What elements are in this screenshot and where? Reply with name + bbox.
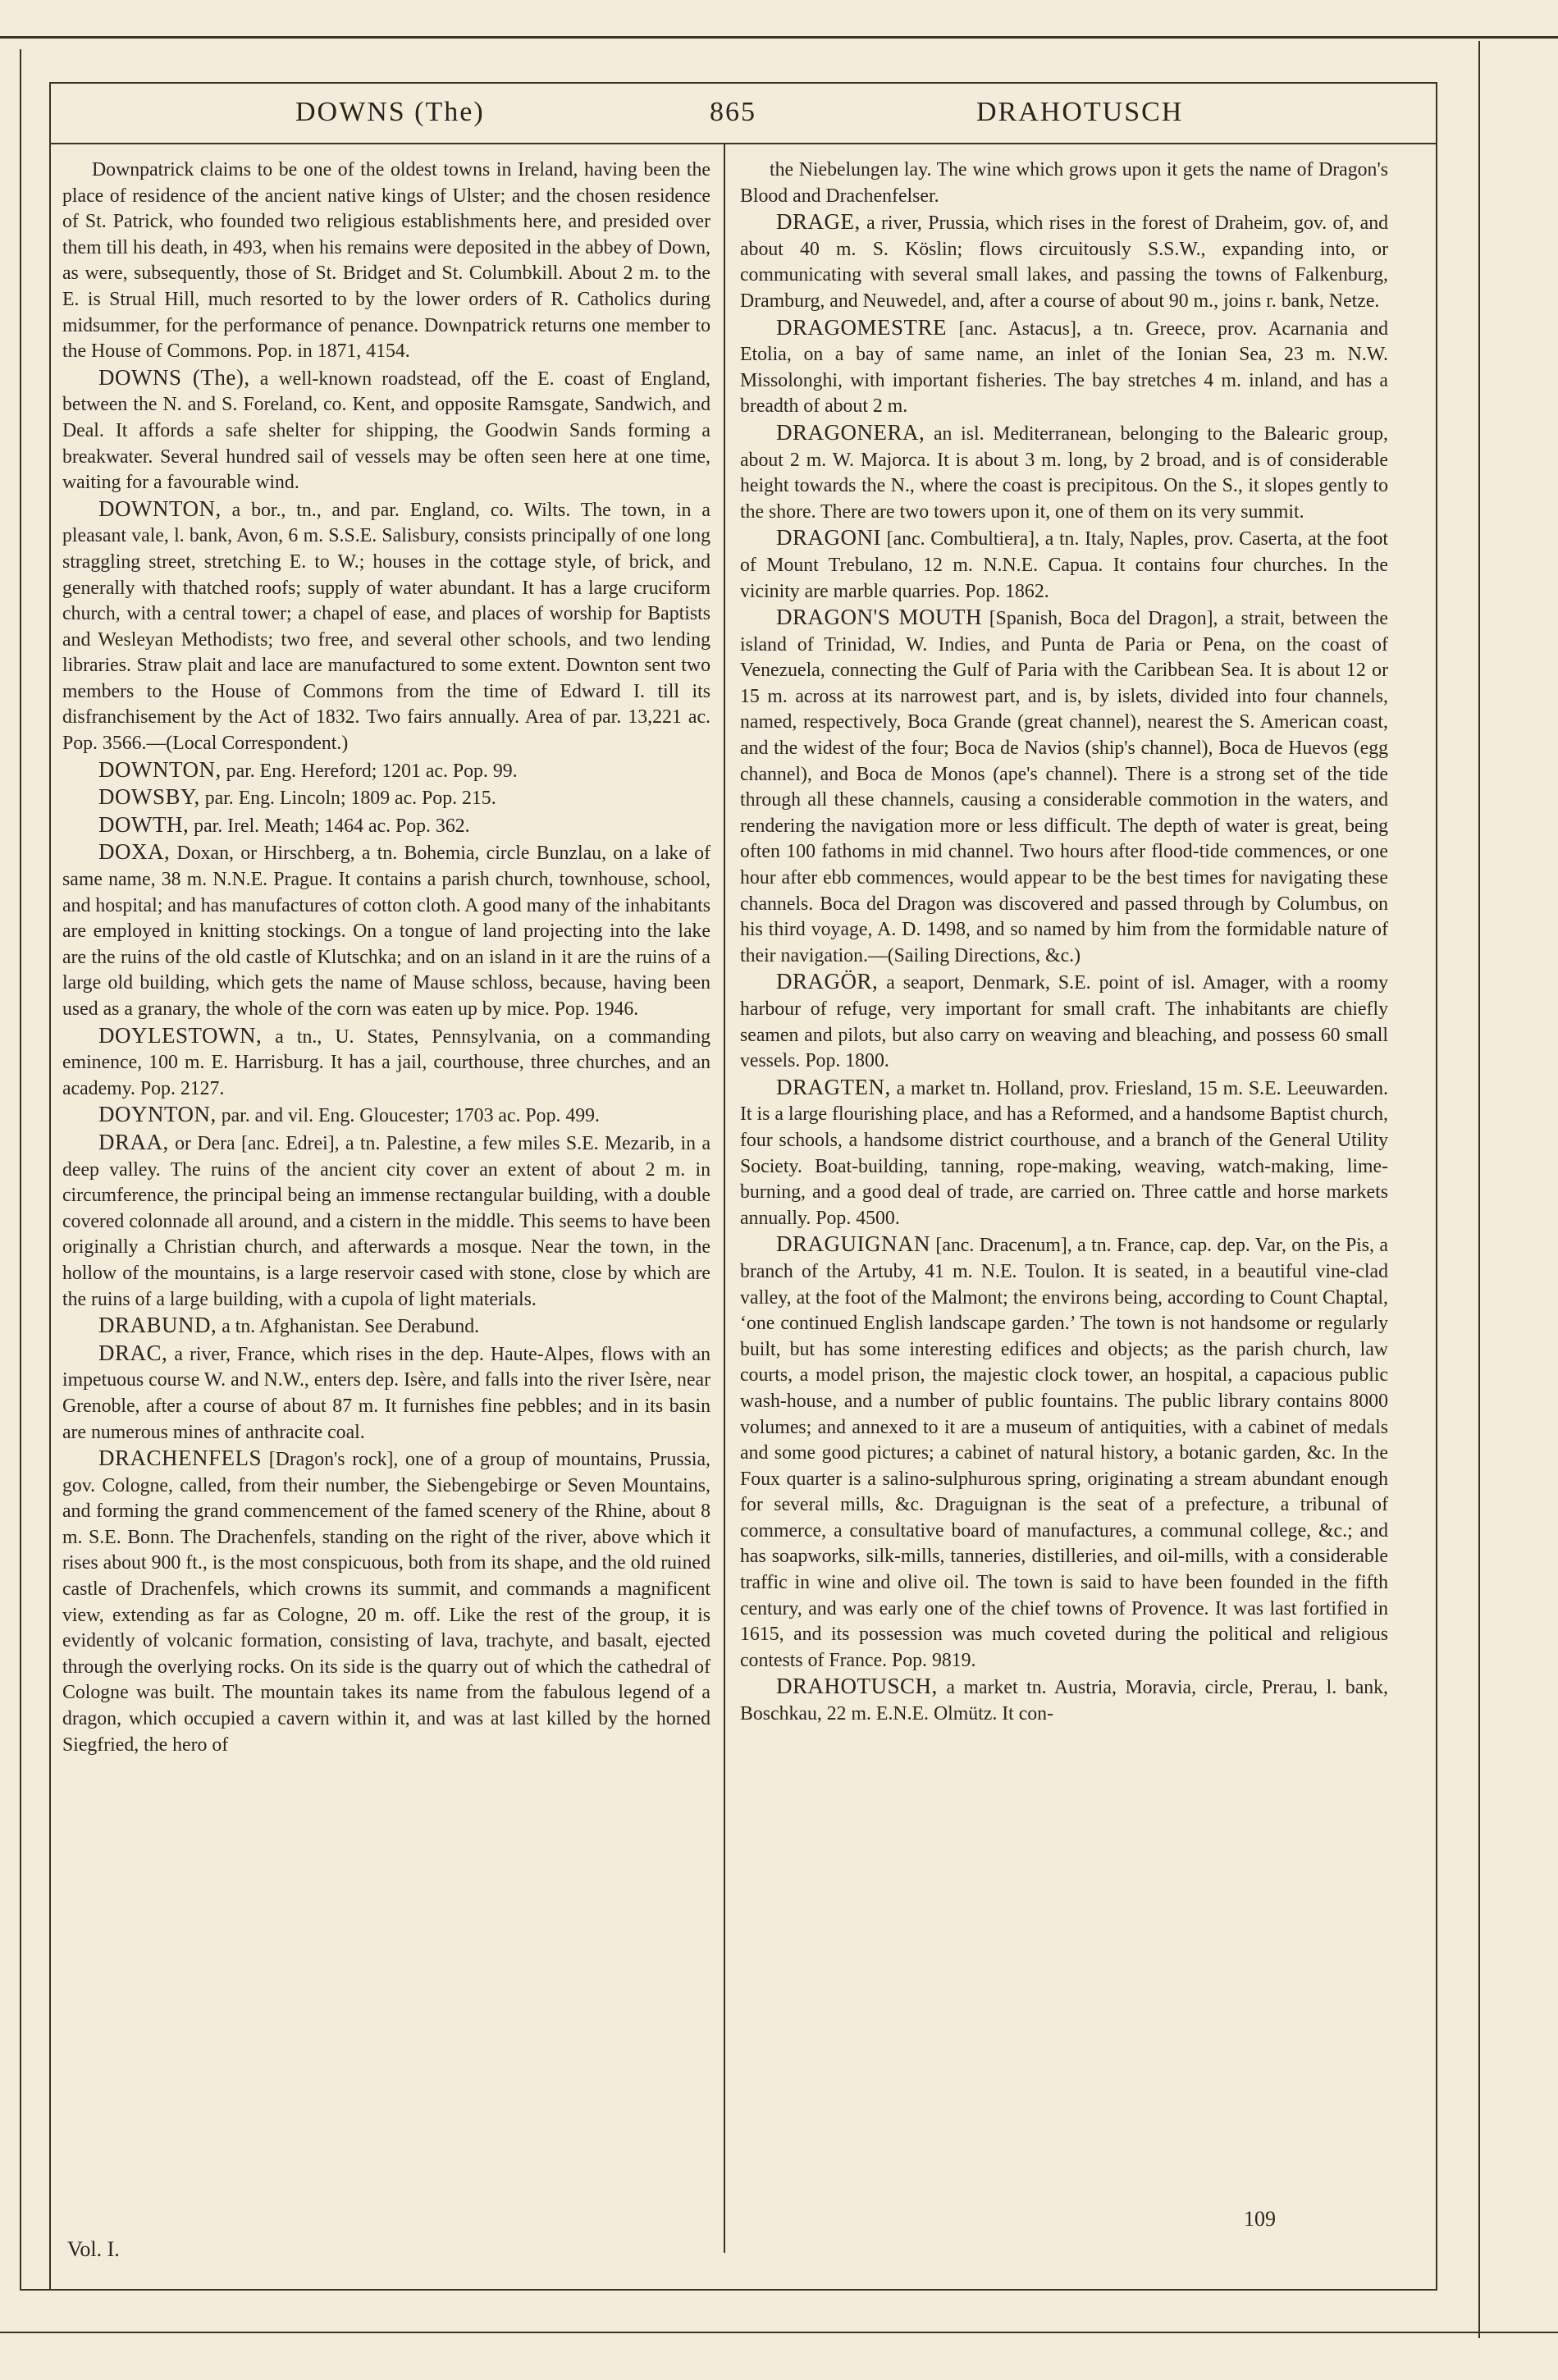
- running-header: [49, 97, 1428, 146]
- headword: DOWSBY,: [98, 784, 200, 810]
- headword: DRAGTEN,: [776, 1074, 891, 1099]
- top-outer-rule: [0, 36, 1558, 39]
- header-left-word: DOWNS (The): [295, 97, 485, 127]
- bottom-outer-rule: [0, 2332, 1558, 2333]
- headword: DRAC,: [98, 1340, 168, 1365]
- entry-paragraph: DRAGONERA, an isl. Mediterranean, belonging to the Balearic group, about 2 m. W. Majorca. It is about 3 m. long, by 2 broad, and is of considerable height towards the N., where the coast is precipitous. On the S., it slopes gently to the shore. There are two towers upon it, one of them on its very summit.: [740, 419, 1388, 523]
- headword: DOXA,: [98, 839, 171, 865]
- outer-left-rule: [20, 49, 21, 2291]
- entry-paragraph: DRAGUIGNAN [anc. Dracenum], a tn. France, cap. dep. Var, on the Pis, a branch of the Artuby, 41 m. N.E. Toulon. It is seated, in a beautiful vine-clad valley, at the foot of the Malmont; the environs being, according to Count Chaptal, ‘one continued English landscape garden.’ The town is not handsome or regularly built, but has some interesting edifices and objects; as the parish church, law courts, a model prison, the majestic clock tower, an hospital, a capacious public wash-house, and a number of public fountains. The public library contains 8000 volumes; and annexed to it are a museum of antiquities, with a cabinet of medals and some good pictures; a cabinet of natural history, a botanic garden, &c. In the Foux quarter is a salino-sulphurous spring, originating a stream abundant enough for several mills, &c. Draguignan is the seat of a prefecture, a tribunal of commerce, a consultative board of manufactures, a communal college, &c.; and has soapworks, silk-mills, tanneries, distilleries, and oil-mills, with a considerable traffic in wine and olive oil. The town is said to have been founded in the fifth century, and was early one of the chief towns of Provence. It was last fortified in 1615, and its possession was much coveted during the political and religious contests of France. Pop. 9819.: [740, 1231, 1388, 1671]
- frame-right-rule: [1436, 82, 1437, 2289]
- entry-paragraph: DRAGTEN, a market tn. Holland, prov. Friesland, 15 m. S.E. Leeuwarden. It is a large flourishing place, and has a Reformed, and a handsome Baptist church, four schools, a handsome district courthouse, and a branch of the General Utility Society. Boat-building, tanning, rope-making, weaving, watch-making, lime-burning, and a good deal of trade, are carried on. Three cattle and horse markets annually. Pop. 4500.: [740, 1074, 1388, 1229]
- entry-paragraph: DRAGONI [anc. Combultiera], a tn. Italy, Naples, prov. Caserta, at the foot of Mount Trebulano, 12 m. N.N.E. Capua. It contains four churches. In the vicinity are marble quarries. Pop. 1862.: [740, 525, 1388, 602]
- headword: DOWNS (The),: [98, 364, 250, 390]
- frame-left-rule: [49, 82, 51, 2289]
- signature-mark: 109: [1244, 2207, 1276, 2231]
- headword: DRACHENFELS: [98, 1446, 263, 1471]
- frame-top-rule: [49, 82, 1437, 84]
- headword: DRAHOTUSCH,: [776, 1674, 938, 1699]
- entry-paragraph: DOYNTON, par. and vil. Eng. Gloucester; 1703 ac. Pop. 499.: [98, 1102, 601, 1127]
- entry-paragraph: DOYLESTOWN, a tn., U. States, Pennsylvania, on a commanding eminence, 100 m. E. Harrisburg. It has a jail, courthouse, three churches, and an academy. Pop. 2127.: [62, 1022, 710, 1099]
- headword: DRAGE,: [776, 209, 861, 235]
- headword: DRAGON'S MOUTH: [776, 605, 982, 630]
- entry-paragraph: DOWSBY, par. Eng. Lincoln; 1809 ac. Pop. 215.: [98, 784, 496, 810]
- frame-bottom-rule: [20, 2289, 1437, 2291]
- headword: DOYLESTOWN,: [98, 1022, 263, 1048]
- column-divider: [724, 144, 725, 2253]
- entry-paragraph: DRACHENFELS [Dragon's rock], one of a group of mountains, Prussia, gov. Cologne, called, from their number, the Siebengebirge or Seven Mountains, and forming the grand commencement of the famed scenery of the Rhine, about 8 m. S.E. Bonn. The Drachenfels, standing on the right of the river, above which it rises about 900 ft., is the most conspicuous, both from its shape, and the old ruined castle of Drachenfels, which crowns its summit, and commands a magnificent view, extending as far as Cologne, 20 m. off. Like the rest of the group, it is evidently of volcanic formation, consisting of lava, trachyte, and basalt, ejected through the overlying rocks. On its side is the quarry out of which the cathedral of Cologne was built. The mountain takes its name from the fabulous legend of a dragon, which occupied a cavern within it, and was at last killed by the horned Siegfried, the hero of: [62, 1446, 710, 1756]
- left-column: [62, 156, 710, 1758]
- entry-paragraph: DRAHOTUSCH, a market tn. Austria, Moravia, circle, Prerau, l. bank, Boschkau, 22 m. E.N.E. Olmütz. It con-: [740, 1674, 1388, 1725]
- headword: DRAGUIGNAN: [776, 1231, 930, 1257]
- entry-paragraph: DRAA, or Dera [anc. Edrei], a tn. Palestine, a few miles S.E. Mezarib, in a deep valley. The ruins of the ancient city cover an extent of about 2 m. in circumference, the principal being an immense rectangular building, with a double covered colonnade all around, and a cistern in the middle. This seems to have been originally a Christian church, and afterwards a mosque. Near the town, in the hollow of the mountains, is a large reservoir cased with stone, close by which are the ruins of a large building, with a cupola of light materials.: [62, 1129, 710, 1310]
- entry-paragraph: DOXA, Doxan, or Hirschberg, a tn. Bohemia, circle Bunzlau, on a lake of same name, 38 m. N.N.E. Prague. It contains a parish church, townhouse, school, and hospital; and has manufactures of cotton cloth. A good many of the inhabitants are employed in knitting stockings. On a tongue of land projecting into the lake are the ruins of the old castle of Klutschka; and on an island in it are the ruins of a large old building, which gets the name of Mause schloss, because, having been used as a granary, the whole of the corn was eaten up by mice. Pop. 1946.: [62, 839, 710, 1020]
- entry-paragraph: Downpatrick claims to be one of the oldest towns in Ireland, having been the place of residence of the ancient native kings of Ulster; and the chosen residence of St. Patrick, who founded two religious establishments here, and presided over them till his death, in 493, when his remains were deposited in the abbey of Down, as were, subsequently, those of St. Bridget and St. Columbkill. About 2 m. to the E. is Strual Hill, much resorted to by the lower orders of R. Catholics during midsummer, for the performance of penance. Downpatrick returns one member to the House of Commons. Pop. in 1871, 4154.: [62, 159, 710, 363]
- entry-paragraph: DRAGÖR, a seaport, Denmark, S.E. point of isl. Amager, with a roomy harbour of refuge, very important for small craft. The inhabitants are chiefly seamen and pilots, but also carry on weaving and bleaching, and possess 60 small vessels. Pop. 1800.: [740, 969, 1388, 1072]
- outer-right-rule: [1478, 41, 1480, 2338]
- headword: DOWNTON,: [98, 496, 222, 521]
- entry-paragraph: DOWNTON, a bor., tn., and par. England, co. Wilts. The town, in a pleasant vale, l. bank, Avon, 6 m. S.S.E. Salisbury, consists principally of one long straggling street, stretching E. to W.; houses in the cottage style, of brick, and generally with thatched roofs; supply of water abundant. It has a large cruciform church, with a central tower; a chapel of ease, and places of worship for Baptists and Wesleyan Methodists; two free, and several other schools, and two lending libraries. Straw plait and lace are manufactured to some extent. Downton sent two members to the House of Commons from the time of Edward I. till its disfranchisement by the Act of 1832. Two fairs annually. Area of par. 13,221 ac. Pop. 3566.—(Local Correspondent.): [62, 496, 710, 755]
- entry-paragraph: DRAGOMESTRE [anc. Astacus], a tn. Greece, prov. Acarnania and Etolia, on a bay of same name, an inlet of the Ionian Sea, 23 m. N.W. Missolonghi, with important fisheries. The bay stretches 4 m. inland, and has a breadth of about 2 m.: [740, 314, 1388, 418]
- page-number: 865: [710, 97, 756, 127]
- entry-paragraph: DOWNTON, par. Eng. Hereford; 1201 ac. Pop. 99.: [98, 756, 518, 782]
- headword: DRAGOMESTRE: [776, 314, 948, 340]
- entry-paragraph: DOWTH, par. Irel. Meath; 1464 ac. Pop. 362.: [98, 811, 470, 837]
- right-column: [740, 156, 1388, 1728]
- headword: DOWNTON,: [98, 756, 222, 782]
- headword: DOYNTON,: [98, 1102, 217, 1127]
- headword: DOWTH,: [98, 811, 190, 837]
- entry-paragraph: DRAGE, a river, Prussia, which rises in the forest of Draheim, gov. of, and about 40 m. S. Köslin; flows circuitously S.S.W., expanding into, or communicating with several small lakes, and passing the towns of Falkenburg, Dramburg, and Neuwedel, and, after a course of about 90 m., joins r. bank, Netze.: [740, 209, 1388, 312]
- entry-paragraph: DRABUND, a tn. Afghanistan. See Derabund.: [98, 1313, 480, 1338]
- headword: DRABUND,: [98, 1313, 217, 1338]
- header-right-word: DRAHOTUSCH: [976, 97, 1184, 127]
- volume-label: Vol. I.: [67, 2237, 120, 2261]
- entry-paragraph: DRAGON'S MOUTH [Spanish, Boca del Dragon], a strait, between the island of Trinidad, W. Indies, and Punta de Paria or Pena, on the coast of Venezuela, connecting the Gulf of Paria with the Caribbean Sea. It is about 12 or 15 m. across at its narrowest part, and is, by islets, divided into four channels, named, respectively, Boca Grande (great channel), nearest the S. American coast, and the widest of the four; Boca de Navios (ship's channel), Boca de Huevos (egg channel), and Boca de Monos (ape's channel). There is a strong set of the tide through all these channels, causing a considerable commotion in the waters, and rendering the navigation more or less difficult. The depth of water is great, being often 100 fathoms in mid channel. Two hours after flood-tide commences, or one hour after ebb commences, would appear to be the best times for navigating these channels. Boca del Dragon was discovered and passed through by Columbus, on his third voyage, A. D. 1498, and so named by him from the formidable nature of their navigation.—(Sailing Directions, &c.): [740, 605, 1388, 966]
- headword: DRAGONERA,: [776, 419, 925, 445]
- headword: DRAGÖR,: [776, 969, 879, 994]
- entry-paragraph: the Niebelungen lay. The wine which grows upon it gets the name of Dragon's Blood and Drachenfelser.: [740, 159, 1388, 207]
- entry-paragraph: DOWNS (The), a well-known roadstead, off the E. coast of England, between the N. and S. Foreland, co. Kent, and opposite Ramsgate, Sandwich, and Deal. It affords a safe shelter for shipping, the Goodwin Sands forming a breakwater. Several hundred sail of vessels may be often seen here at one time, waiting for a favourable wind.: [62, 364, 710, 494]
- entry-paragraph: DRAC, a river, France, which rises in the dep. Haute-Alpes, flows with an impetuous course W. and N.W., enters dep. Isère, and falls into the river Isère, near Grenoble, after a course of about 87 m. It furnishes fine pebbles; and in its basin are numerous mines of anthracite coal.: [62, 1340, 710, 1443]
- headword: DRAGONI: [776, 525, 881, 550]
- headword: DRAA,: [98, 1129, 169, 1154]
